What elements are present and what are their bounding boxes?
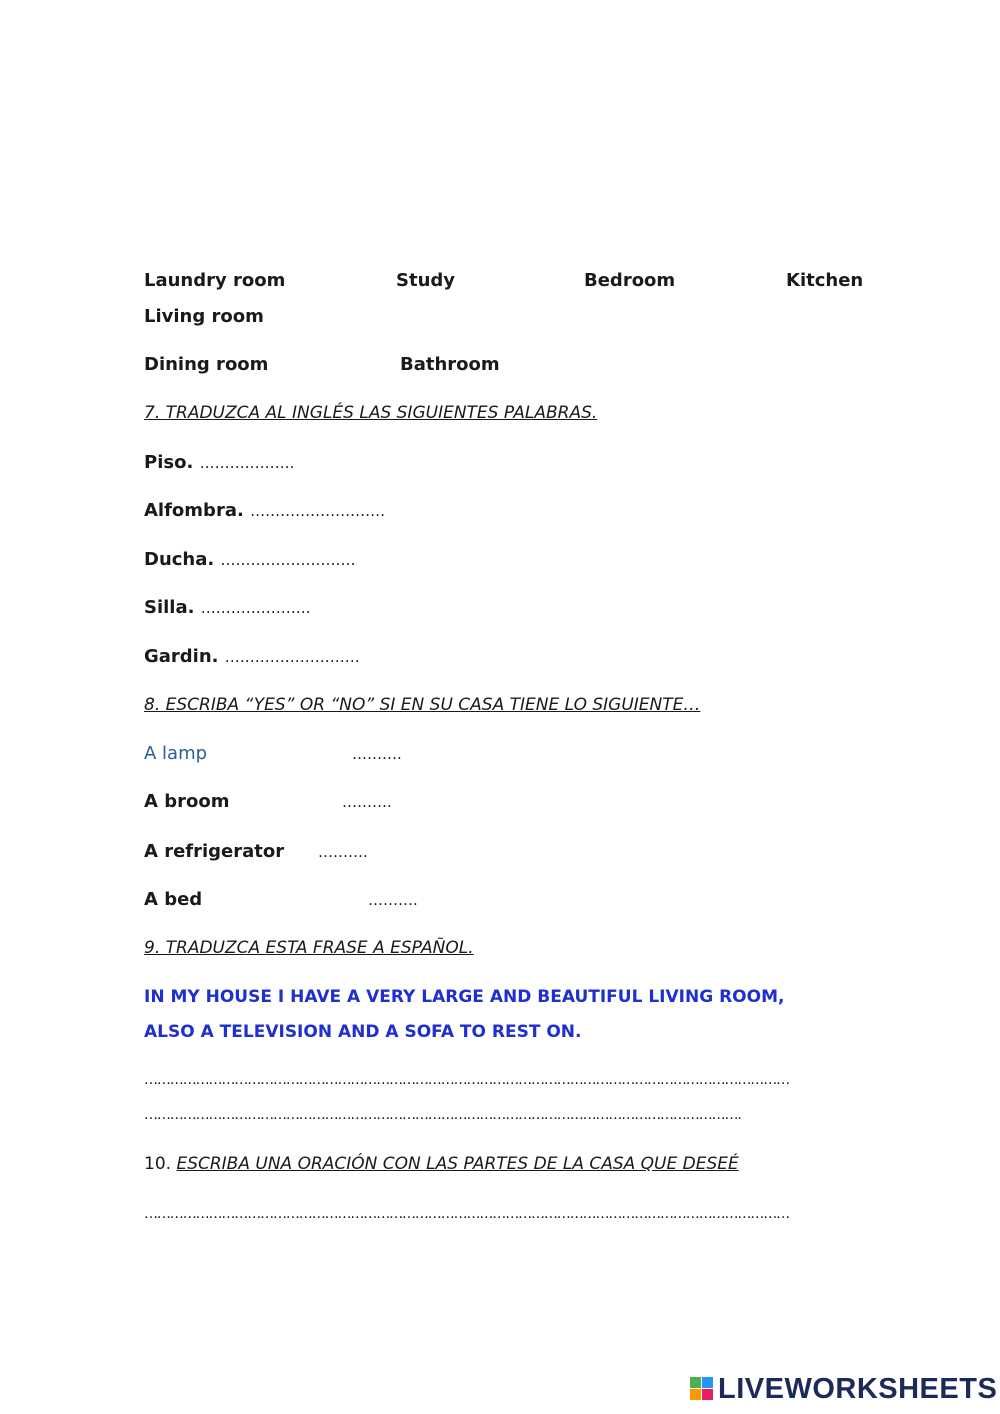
q7-heading: 7. TRADUZCA AL INGLÉS LAS SIGUIENTES PALABRAS. [144, 403, 598, 423]
q8-answer-blank-broom[interactable]: ………. [342, 793, 392, 811]
q8-item-bed: A bed [144, 889, 203, 910]
q9-heading: 9. TRADUZCA ESTA FRASE A ESPAÑOL. [144, 938, 474, 958]
q7-word: Gardin. [144, 646, 219, 667]
q7-word: Alfombra. [144, 500, 244, 521]
q7-answer-blank[interactable]: ……………………… [224, 648, 360, 666]
q8-item-lamp: A lamp [144, 743, 208, 764]
q10-answer-line[interactable]: …………………………………………………………………………………………………………………………………… [144, 1206, 790, 1222]
word-bank-dining-room: Dining room [144, 354, 269, 375]
q8-answer-blank-bed[interactable]: ………. [368, 891, 418, 909]
q7-word: Piso. [144, 452, 194, 473]
q9-sentence-line-2: ALSO A TELEVISION AND A SOFA TO REST ON. [144, 1022, 582, 1042]
liveworksheets-logo-text: LIVEWORKSHEETS [718, 1372, 998, 1405]
q8-heading: 8. ESCRIBA “YES” OR “NO” SI EN SU CASA TIENE LO SIGUIENTE… [144, 695, 701, 715]
q10-number: 10. [144, 1154, 172, 1174]
q9-answer-line-1[interactable]: …………………………………………………………………………………………………………………………………… [144, 1072, 790, 1088]
q8-item-broom: A broom [144, 791, 230, 812]
word-bank-study: Study [396, 270, 456, 291]
q7-answer-blank[interactable]: ……………………… [250, 502, 386, 520]
q7-answer-blank[interactable]: ……………………… [220, 551, 356, 569]
q9-sentence-line-1: IN MY HOUSE I HAVE A VERY LARGE AND BEAUTIFUL LIVING ROOM, [144, 987, 785, 1007]
q9-answer-line-2[interactable]: …………………………………………………………………………………………………………………………. [144, 1107, 741, 1123]
q7-word: Silla. [144, 597, 195, 618]
q7-word: Ducha. [144, 549, 215, 570]
word-bank-laundry-room: Laundry room [144, 270, 286, 291]
q8-answer-blank-refrigerator[interactable]: ………. [318, 843, 368, 861]
q10-heading: ESCRIBA UNA ORACIÓN CON LAS PARTES DE LA CASA QUE DESEÉ [176, 1154, 739, 1174]
q7-answer-blank[interactable]: ………………. [199, 454, 295, 472]
q10-heading-row [144, 1154, 739, 1174]
word-bank-kitchen: Kitchen [786, 270, 864, 291]
q8-answer-blank-lamp[interactable]: ………. [352, 745, 402, 763]
word-bank-bathroom: Bathroom [400, 354, 500, 375]
q7-item-ducha [144, 549, 356, 570]
word-bank-bedroom: Bedroom [584, 270, 676, 291]
q7-item-alfombra [144, 500, 385, 521]
word-bank-living-room: Living room [144, 306, 264, 327]
q7-answer-blank[interactable]: …………………. [200, 599, 311, 617]
q7-item-silla [144, 597, 311, 618]
liveworksheets-logo-icon [690, 1377, 714, 1401]
q7-item-gardin [144, 646, 360, 667]
q7-item-piso [144, 452, 294, 473]
q8-item-refrigerator: A refrigerator [144, 841, 285, 862]
liveworksheets-logo [690, 1372, 997, 1406]
